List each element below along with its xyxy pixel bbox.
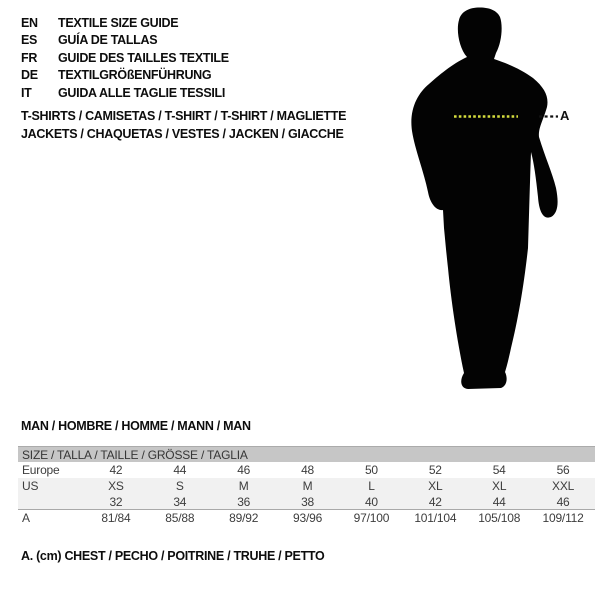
language-row bbox=[21, 84, 229, 102]
size-cell: 105/108 bbox=[478, 511, 521, 525]
size-cell: 44 bbox=[492, 494, 506, 509]
size-cell: 42 bbox=[428, 494, 442, 509]
language-row bbox=[21, 32, 229, 50]
size-table-row bbox=[18, 510, 595, 526]
language-label: GUIDA ALLE TAGLIE TESSILI bbox=[58, 85, 226, 100]
size-cell: 46 bbox=[556, 494, 570, 509]
man-silhouette-figure bbox=[400, 0, 600, 400]
size-cell: M bbox=[302, 479, 313, 493]
size-cell: 42 bbox=[109, 463, 123, 477]
size-cell: 97/100 bbox=[353, 511, 390, 525]
language-row bbox=[21, 14, 229, 32]
category-line-jackets: JACKETS / CHAQUETAS / VESTES / JACKEN / GIACCHE bbox=[21, 127, 344, 141]
size-cell: XXL bbox=[552, 479, 575, 493]
size-cell: M bbox=[238, 479, 249, 493]
size-cell: 36 bbox=[237, 494, 251, 509]
language-row bbox=[21, 67, 229, 85]
language-label: TEXTILE SIZE GUIDE bbox=[58, 15, 179, 30]
size-row-label: Europe bbox=[22, 463, 60, 477]
language-row bbox=[21, 49, 229, 67]
size-cell: S bbox=[175, 479, 184, 493]
size-cell: 109/112 bbox=[542, 511, 584, 525]
language-code: FR bbox=[21, 50, 38, 65]
category-lines bbox=[21, 107, 346, 143]
size-cell: 85/88 bbox=[165, 511, 195, 525]
size-row-label: A bbox=[22, 511, 30, 525]
language-code: DE bbox=[21, 68, 38, 83]
size-cell: 46 bbox=[237, 463, 251, 477]
size-cell: 44 bbox=[173, 463, 187, 477]
measurement-a-label: A bbox=[560, 108, 570, 123]
language-label: TEXTILGRÖßENFÜHRUNG bbox=[58, 68, 212, 83]
size-cell: 32 bbox=[109, 494, 123, 509]
size-cell: 89/92 bbox=[229, 511, 259, 525]
size-cell: 101/104 bbox=[414, 511, 457, 525]
language-code: EN bbox=[21, 15, 38, 30]
size-cell: 40 bbox=[364, 494, 378, 509]
size-cell: XL bbox=[428, 479, 443, 493]
size-table-row bbox=[18, 462, 595, 478]
size-table-header: SIZE / TALLA / TAILLE / GRÖSSE / TAGLIA bbox=[18, 446, 595, 462]
size-cell: L bbox=[368, 479, 375, 493]
size-cell: XS bbox=[108, 479, 124, 493]
size-table-row bbox=[18, 494, 595, 510]
man-silhouette-path bbox=[411, 7, 557, 389]
language-label: GUIDE DES TAILLES TEXTILE bbox=[58, 50, 229, 65]
size-cell: 52 bbox=[428, 463, 442, 477]
size-cell: 93/96 bbox=[293, 511, 323, 525]
size-table bbox=[18, 446, 595, 526]
size-table-body bbox=[18, 462, 595, 526]
measurement-footnote: A. (cm) CHEST / PECHO / POITRINE / TRUHE / PETTO bbox=[21, 549, 325, 563]
language-list bbox=[21, 14, 229, 102]
size-cell: 48 bbox=[301, 463, 315, 477]
language-code: ES bbox=[21, 33, 38, 48]
size-row-label: US bbox=[22, 479, 39, 493]
category-line-tshirts: T-SHIRTS / CAMISETAS / T-SHIRT / T-SHIRT / MAGLIETTE bbox=[21, 109, 347, 123]
language-label: GUÍA DE TALLAS bbox=[58, 33, 158, 48]
size-cell: XL bbox=[492, 479, 507, 493]
size-table-row bbox=[18, 478, 595, 494]
language-code: IT bbox=[21, 85, 32, 100]
section-title-man: MAN / HOMBRE / HOMME / MANN / MAN bbox=[21, 419, 251, 433]
size-cell: 38 bbox=[301, 494, 315, 509]
size-cell: 54 bbox=[492, 463, 506, 477]
size-cell: 34 bbox=[173, 494, 187, 509]
size-cell: 56 bbox=[556, 463, 570, 477]
size-cell: 50 bbox=[364, 463, 378, 477]
size-cell: 81/84 bbox=[101, 511, 131, 525]
